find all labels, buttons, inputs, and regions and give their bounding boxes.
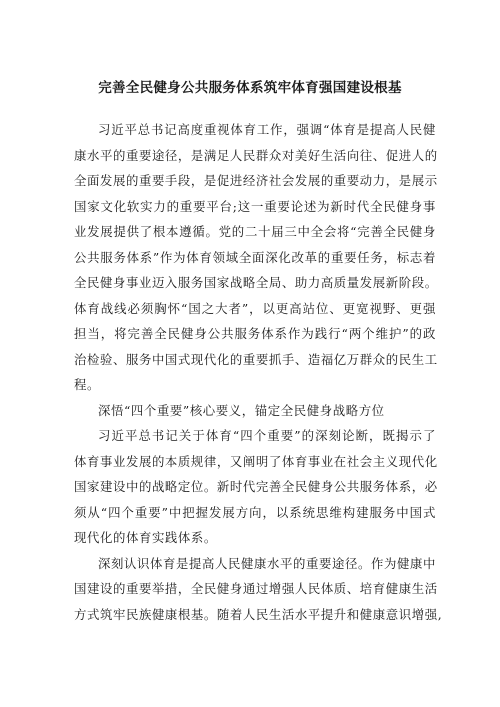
- paragraph-line: 康水平的重要途径，是满足人民群众对美好生活向往、促进人的: [74, 147, 438, 163]
- paragraph-line: 体育事业发展的本质规律，又阐明了体育事业在社会主义现代化: [74, 453, 438, 469]
- paragraph-line: 业发展提供了根本遵循。党的二十届三中全会将“完善全民健身: [74, 224, 436, 239]
- paragraph-1: [74, 117, 436, 398]
- paragraph-line: 现代化的体育实践体系。: [74, 530, 217, 545]
- section-heading: [74, 398, 436, 424]
- section-heading-text: 深悟“四个重要”核心要义，锚定全民健身战略方位: [98, 402, 385, 418]
- paragraph-line: 须从“四个重要”中把握发展方向，以系统思维构建服务中国式: [74, 504, 436, 520]
- document-title: 完善全民健身公共服务体系筑牢体育强国建设根基: [98, 80, 402, 96]
- paragraph-line: 习近平总书记关于体育“四个重要”的深刻论断，既揭示了: [98, 428, 436, 443]
- paragraph-3: [74, 551, 443, 628]
- paragraph-line: 深刻认识体育是提高人民健康水平的重要途径。作为健康中: [98, 555, 436, 571]
- paragraph-line: 担当，将完善全民健身公共服务体系作为践行“两个维护”的政: [74, 326, 436, 341]
- paragraph-line: 国家文化软实力的重要平台;这一重要论述为新时代全民健身事: [74, 198, 436, 214]
- paragraph-line: 体育战线必须胸怀“国之大者”，以更高站位、更宽视野、更强: [74, 300, 436, 316]
- document-body: [74, 117, 443, 627]
- paragraph-2: [74, 423, 436, 551]
- paragraph-line: 程。: [74, 377, 100, 392]
- paragraph-line: 习近平总书记高度重视体育工作，强调“体育是提高人民健: [98, 122, 436, 137]
- paragraph-line: 全面发展的重要手段，是促进经济社会发展的重要动力，是展示: [74, 173, 438, 188]
- paragraph-line: 方式筑牢民族健康根基。随着人民生活水平提升和健康意识增强,: [74, 606, 443, 622]
- paragraph-line: 公共服务体系”作为体育领域全面深化改革的重要任务，标志着: [74, 249, 436, 265]
- paragraph-line: 国家建设中的战略定位。新时代完善全民健身公共服务体系，必: [74, 479, 438, 494]
- paragraph-line: 国建设的重要举措，全民健身通过增强人民体质、培育健康生活: [74, 581, 438, 596]
- paragraph-line: 全民健身事业迈入服务国家战略全局、助力高质量发展新阶段。: [74, 275, 438, 290]
- paragraph-line: 治检验、服务中国式现代化的重要抓手、造福亿万群众的民生工: [74, 351, 438, 367]
